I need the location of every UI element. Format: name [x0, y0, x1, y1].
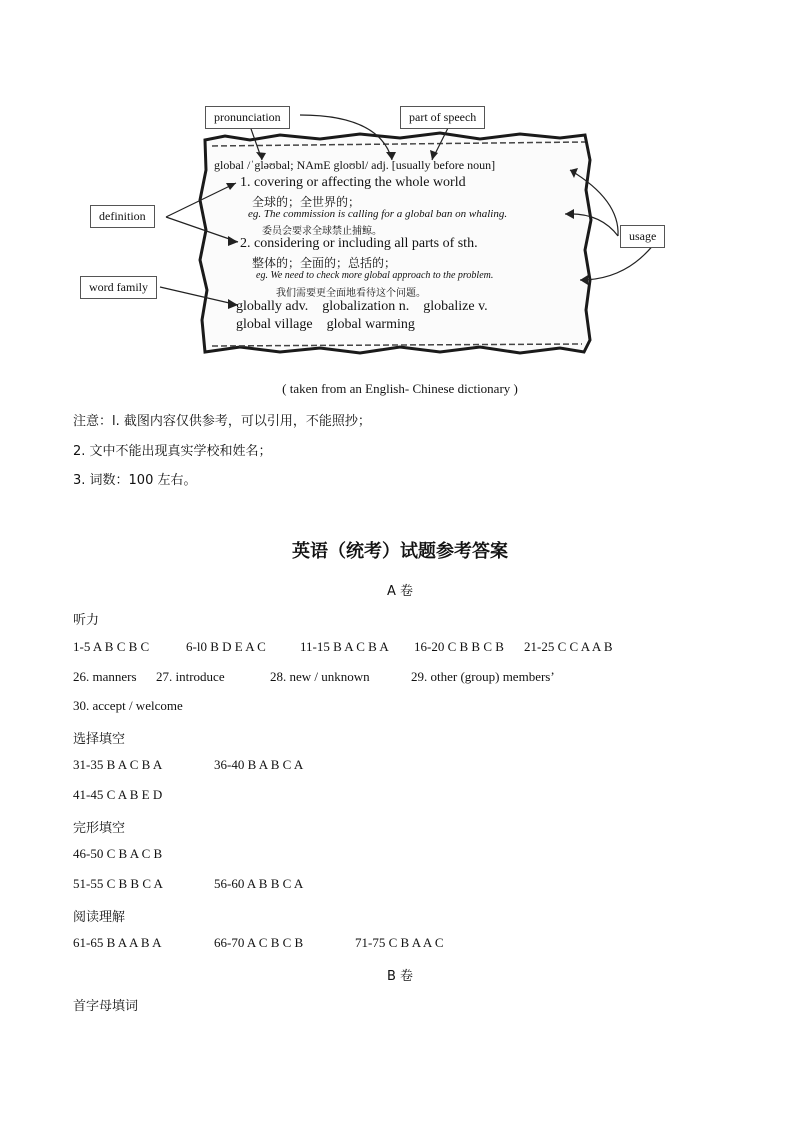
- note-2: 2. 文中不能出现真实学校和姓名；: [73, 444, 272, 459]
- answer-item: 28. new / unknown: [270, 669, 370, 684]
- sense-2: 2. considering or including all parts of sth.: [240, 236, 478, 251]
- note-1: 注意：l. 截图内容仅供参考，可以引用，不能照抄；: [73, 414, 371, 429]
- answers-title: 英语（统考）试题参考答案: [292, 541, 508, 562]
- choice-row-2: 41-45 C A B E D: [73, 787, 163, 802]
- answer-group: 51-55 C B B C A: [73, 876, 163, 891]
- answer-group: 61-65 B A A B A: [73, 935, 162, 950]
- sense-2-example: eg. We need to check more global approach to the problem.: [256, 270, 494, 281]
- answer-group: 1-5 A B C B C: [73, 639, 150, 654]
- sense-2-cn: 整体的；全面的；总括的；: [252, 256, 397, 270]
- answer-group: 36-40 B A B C A: [214, 757, 304, 772]
- callout-usage: usage: [620, 225, 665, 248]
- cloze-row-1: 46-50 C B A C B: [73, 846, 163, 861]
- answer-item: 29. other (group) members’: [411, 669, 555, 684]
- sense-1-cn: 全球的；全世界的；: [252, 195, 361, 209]
- word-family-line-2: global village global warming: [236, 317, 415, 332]
- callout-part-of-speech: part of speech: [400, 106, 485, 129]
- answer-group: 71-75 C B A A C: [355, 935, 444, 950]
- sense-1-example: eg. The commission is calling for a global ban on whaling.: [248, 208, 508, 220]
- sense-1: 1. covering or affecting the whole world: [240, 175, 466, 190]
- dictionary-entry-figure: [0, 0, 800, 380]
- volume-a-label: A 卷: [386, 584, 414, 599]
- callout-pronunciation: pronunciation: [205, 106, 290, 129]
- answer-group: 21-25 C C A A B: [524, 639, 613, 654]
- word-family-line-1: globally adv. globalization n. globalize v.: [236, 299, 488, 314]
- section-reading: 阅读理解: [73, 910, 126, 925]
- answer-group: 31-35 B A C B A: [73, 757, 163, 772]
- note-3: 3. 词数：100 左右。: [73, 473, 197, 488]
- answer-group: 6-l0 B D E A C: [186, 639, 266, 654]
- section-cloze: 完形填空: [73, 821, 126, 836]
- answer-group: 56-60 A B B C A: [214, 876, 304, 891]
- callout-definition: definition: [90, 205, 155, 228]
- callout-word-family: word family: [80, 276, 157, 299]
- answer-group: 66-70 A C B C B: [214, 935, 304, 950]
- section-multiple-choice: 选择填空: [73, 732, 126, 747]
- headword-line: global /ˈgləʊbal; NAmE gloʊbl/ adj. [usually before noun]: [214, 158, 496, 172]
- section-initial-letter: 首字母填词: [73, 999, 139, 1014]
- figure-caption: ( taken from an English- Chinese dictionary ): [282, 381, 518, 396]
- sense-2-example-cn: 我们需要更全面地看待这个问题。: [276, 288, 426, 299]
- volume-b-label: B 卷: [386, 969, 414, 984]
- answer-item: 26. manners: [73, 669, 137, 684]
- listening-row-3: 30. accept / welcome: [73, 698, 183, 713]
- answer-item: 27. introduce: [156, 669, 225, 684]
- answer-group: 11-15 B A C B A: [300, 639, 389, 654]
- answer-group: 16-20 C B B C B: [414, 639, 504, 654]
- section-listening: 听力: [73, 613, 100, 628]
- sense-1-example-cn: 委员会要求全球禁止捕鲸。: [262, 226, 382, 237]
